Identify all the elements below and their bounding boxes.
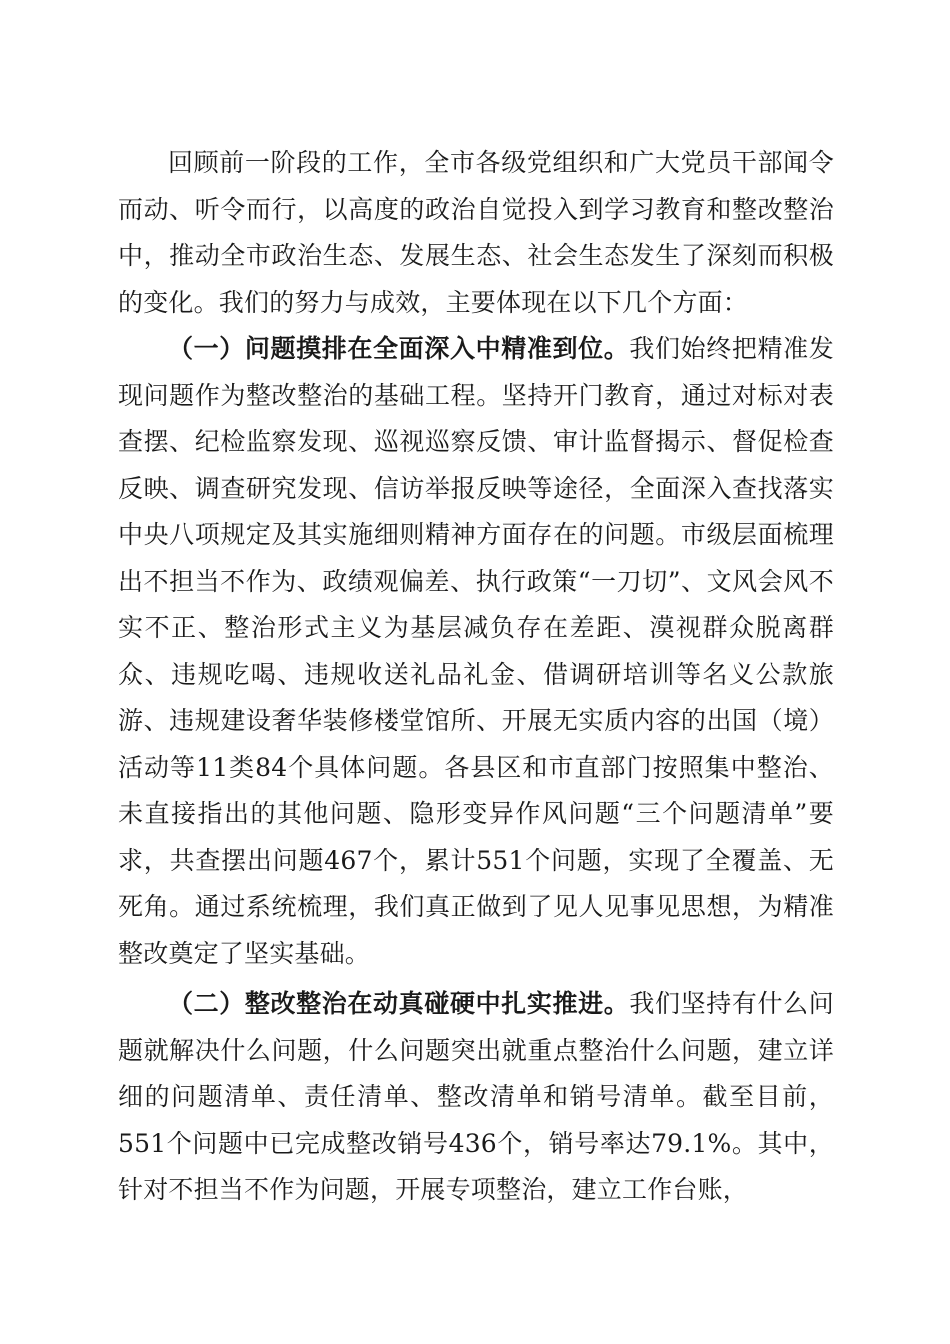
paragraph-intro <box>118 140 834 326</box>
paragraph-section-two <box>118 981 834 1214</box>
section-two-heading: （二）整改整治在动真碰硬中扎实推进。 <box>168 989 630 1018</box>
section-one-heading: （一）问题摸排在全面深入中精准到位。 <box>168 334 630 363</box>
paragraph-section-one <box>118 326 834 977</box>
paragraph-intro-text: 回顾前一阶段的工作，全市各级党组织和广大党员干部闻令而动、听令而行，以高度的政治自觉投入到学习教育和整改整治中，推动全市政治生态、发展生态、社会生态发生了深刻而积极的变化。我们的努力与成效，主要体现在以下几个方面： <box>118 148 834 317</box>
section-one-text: 我们始终把精准发现问题作为整改整治的基础工程。坚持开门教育，通过对标对表查摆、纪检监察发现、巡视巡察反馈、审计监督揭示、督促检查反映、调查研究发现、信访举报反映等途径，全面深入查找落实中央八项规定及其实施细则精神方面存在的问题。市级层面梳理出不担当不作为、政绩观偏差、执行政策“一刀切”、文风会风不实不正、整治形式主义为基层减负存在差距、漠视群众脱离群众、违规吃喝、违规收送礼品礼金、借调研培训等名义公款旅游、违规建设奢华装修楼堂馆所、开展无实质内容的出国（境）活动等11类84个具体问题。各县区和市直部门按照集中整治、未直接指出的其他问题、隐形变异作风问题“三个问题清单”要求，共查摆出问题467个，累计551个问题，实现了全覆盖、无死角。通过系统梳理，我们真正做到了见人见事见思想，为精准整改奠定了坚实基础。 <box>118 334 834 968</box>
section-two-text: 我们坚持有什么问题就解决什么问题，什么问题突出就重点整治什么问题，建立详细的问题清单、责任清单、整改清单和销号清单。截至目前，551个问题中已完成整改销号436个，销号率达79.1%。其中，针对不担当不作为问题，开展专项整治，建立工作台账， <box>118 989 834 1204</box>
document-body <box>118 140 834 1214</box>
